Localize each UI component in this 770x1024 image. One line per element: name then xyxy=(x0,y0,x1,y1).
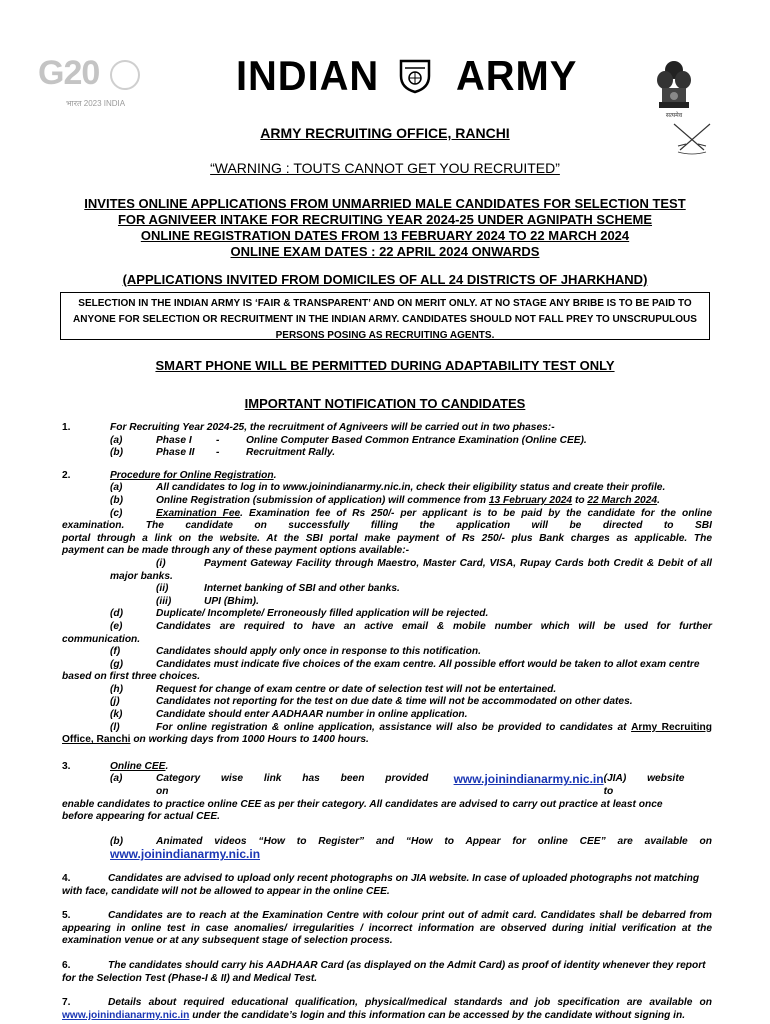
phase-dash: - xyxy=(216,434,220,446)
para-text: Details about required educational qualification, physical/medical standards and job specification are available on xyxy=(108,997,712,1009)
para-6-line2: for the Selection Test (Phase-I & II) and Medical Test. xyxy=(62,972,318,984)
invites-line-2: FOR AGNIVEER INTAKE FOR RECRUITING YEAR 2024-25 UNDER AGNIPATH SCHEME xyxy=(117,212,653,227)
notice-line-1: SELECTION IN THE INDIAN ARMY IS ‘FAIR & TRANSPARENT’ AND ON MERIT ONLY. AT NO STAGE ANY BRIBE IS TO BE PAID TO xyxy=(78,298,692,309)
para-2-f xyxy=(62,646,712,659)
para-2-h xyxy=(62,684,712,697)
item-text: . xyxy=(657,494,660,506)
invites-line-3: ONLINE REGISTRATION DATES FROM 13 FEBRUARY 2024 TO 22 MARCH 2024 xyxy=(140,228,630,243)
item-label: (iii) xyxy=(156,595,172,607)
para-2-e xyxy=(62,621,712,634)
domiciles-line: (APPLICATIONS INVITED FROM DOMICILES OF ALL 24 DISTRICTS OF JHARKHAND) xyxy=(122,272,648,287)
item-text: Request for change of exam centre or date of selection test will not be entertained. xyxy=(156,683,557,695)
notice-line-2: ANYONE FOR SELECTION OR RECRUITMENT IN THE INDIAN ARMY. CANDIDATES SHOULD NOT FALL PREY TO UNSCRUPULOUS xyxy=(73,314,697,325)
para-2-b xyxy=(62,495,712,508)
item-label: (h) xyxy=(110,683,124,695)
g20-tagline: भारत 2023 INDIA xyxy=(66,99,126,108)
para-title: Procedure for Online Registration xyxy=(110,469,274,481)
para-1 xyxy=(62,422,712,435)
item-text: Animated videos “How to Register” and “How to Appear for online CEE” are available on xyxy=(156,835,712,847)
phase-text: Recruitment Rally. xyxy=(246,447,336,459)
para-2-a xyxy=(62,482,712,495)
item-label: (g) xyxy=(110,658,124,670)
para-4-line2: with face, candidate will not be allowed to appear in the online CEE. xyxy=(62,885,390,897)
para-2-c-line3: portal through a link on the website. At the SBI portal make payment of Rs 250/- plus Bank charges as applicable. The xyxy=(62,532,712,544)
para-2-l xyxy=(62,722,712,735)
para-3 xyxy=(62,761,712,774)
para-2-k xyxy=(62,709,712,722)
para-6 xyxy=(62,960,712,973)
para-2-j xyxy=(62,696,712,709)
item-text: to xyxy=(572,494,588,506)
para-2-g xyxy=(62,659,712,672)
para-7 xyxy=(62,997,712,1010)
svg-text:सत्यमेव: सत्यमेव xyxy=(665,112,683,119)
army-crest-icon xyxy=(398,58,432,94)
start-date: 13 February 2024 xyxy=(488,494,573,506)
para-3-a xyxy=(62,773,712,798)
item-text: Internet banking of SBI and other banks. xyxy=(204,583,400,595)
item-label: (b) xyxy=(110,835,124,847)
para-2-e-line2: communication. xyxy=(62,633,141,645)
item-label: (i) xyxy=(156,557,166,569)
item-label: (a) xyxy=(110,434,123,446)
notice-line-3: PERSONS POSING AS RECRUITING AGENTS. xyxy=(275,330,495,341)
para-number: 2. xyxy=(62,469,71,481)
para-2 xyxy=(62,470,712,483)
item-text: For online registration & online application, assistance will also be provided to candidates at xyxy=(156,721,632,733)
para-3-b-link-row xyxy=(62,848,712,863)
ashoka-emblem-icon xyxy=(654,58,694,120)
item-label: (b) xyxy=(110,494,124,506)
item-label: (a) xyxy=(110,482,123,494)
smartphone-title: SMART PHONE WILL BE PERMITTED DURING ADAPTABILITY TEST ONLY xyxy=(155,358,615,373)
g20-logo-text: G20 xyxy=(38,54,100,92)
phase-label: Phase II xyxy=(156,447,195,459)
item-text: Candidates should apply only once in response to this notification. xyxy=(156,646,481,658)
para-number: 4. xyxy=(62,873,71,884)
para-2-c-iii xyxy=(62,596,712,609)
office-name: Army Recruiting xyxy=(631,721,712,733)
item-text: Online Registration (submission of application) will commence from xyxy=(156,494,489,506)
para-number: 6. xyxy=(62,959,71,971)
item-text: . Examination fee of Rs 250/- per applicant is to be paid by the candidate for the online xyxy=(240,507,712,519)
invites-line-1: INVITES ONLINE APPLICATIONS FROM UNMARRIED MALE CANDIDATES FOR SELECTION TEST xyxy=(84,196,686,211)
para-2-c-i xyxy=(62,558,712,571)
para-3-a-line2: enable candidates to practice online CEE as per their category. All candidates are advised to carry out practice at least once xyxy=(62,798,663,810)
para-7-line2 xyxy=(62,1010,712,1023)
para-2-l-line2 xyxy=(62,734,712,747)
animated-videos-link[interactable]: www.joinindianarmy.nic.in xyxy=(110,847,261,862)
banner-word-indian: INDIAN xyxy=(236,52,380,99)
item-text: Candidates not reporting for the test on due date & time will not be accommodated on other dates. xyxy=(156,696,633,708)
para-5-line3: examination venue or at any subsequent stage of selection process. xyxy=(62,935,393,947)
office-title: ARMY RECRUITING OFFICE, RANCHI xyxy=(260,125,510,141)
g20-globe-icon xyxy=(110,60,140,90)
para-2-d xyxy=(62,608,712,621)
item-label: (j) xyxy=(110,696,120,708)
item-label: (k) xyxy=(110,709,123,721)
item-text: on working days from 1000 Hours to 1400 hours. xyxy=(130,734,369,746)
item-text: Payment Gateway Facility through Maestro, Master Card, VISA, Rupay Cards both Credit & Debit of all xyxy=(204,557,712,569)
item-text: (JIA) website to xyxy=(603,773,685,798)
para-number: 1. xyxy=(62,422,71,433)
para-text: The candidates should carry his AADHAAR Card (as displayed on the Admit Card) as proof of identity whenever they report xyxy=(108,959,706,971)
para-4 xyxy=(62,873,712,886)
para-5 xyxy=(62,910,712,923)
item-title: Examination Fee xyxy=(156,507,241,519)
phase-text: Online Computer Based Common Entrance Examination (Online CEE). xyxy=(246,434,587,446)
para-text: For Recruiting Year 2024-25, the recruitment of Agniveers will be carried out in two phases:- xyxy=(110,422,555,433)
para-2-c-line4: payment can be made through any of these payment options available:- xyxy=(62,545,410,557)
para-2-g-line2: based on first three choices. xyxy=(62,671,201,683)
para-3-a-line3: before appearing for actual CEE. xyxy=(62,811,220,823)
important-title: IMPORTANT NOTIFICATION TO CANDIDATES xyxy=(244,396,526,411)
item-label: (f) xyxy=(110,646,121,658)
item-text: Category wise link has been provided on xyxy=(156,773,429,798)
end-date: 22 March 2024 xyxy=(587,494,658,506)
para-1-a xyxy=(62,435,712,448)
para-number: 5. xyxy=(62,910,71,922)
phase-label: Phase I xyxy=(156,434,192,446)
item-text: Candidates must indicate five choices of the exam centre. All possible effort would be taken to allot exam centre xyxy=(156,658,700,670)
para-title-end: . xyxy=(273,469,277,481)
invites-line-4: ONLINE EXAM DATES : 22 APRIL 2024 ONWARDS xyxy=(230,244,540,259)
item-label: (ii) xyxy=(156,583,169,595)
jia-website-link[interactable]: www.joinindianarmy.nic.in xyxy=(453,772,604,787)
para-2-c xyxy=(62,508,712,521)
para-5-line2: appearing in online test in case anomalies/ irregularities / incorrect information are observed during initial verification at the xyxy=(62,922,712,934)
para-title-end: . xyxy=(165,760,169,772)
para-number: 3. xyxy=(62,760,71,772)
para-3-a-text xyxy=(156,773,712,798)
item-label: (a) xyxy=(110,773,123,785)
phase-dash: - xyxy=(216,447,220,459)
jia-website-link-2[interactable]: www.joinindianarmy.nic.in xyxy=(62,1009,190,1021)
g20-logo xyxy=(38,54,138,114)
para-text: under the candidate’s login and this information can be accessed by the candidate without signing in. xyxy=(189,1009,686,1021)
bribe-notice-box xyxy=(60,292,710,340)
item-label: (e) xyxy=(110,620,123,632)
para-2-c-line2: examination. The candidate on successfully filling the application will be directed to SBI xyxy=(62,520,712,532)
warning-title: “WARNING : TOUTS CANNOT GET YOU RECRUITED” xyxy=(210,160,560,176)
para-1-b xyxy=(62,447,712,460)
item-text: Duplicate/ Incomplete/ Erroneously filled application will be rejected. xyxy=(156,608,489,620)
para-text: Candidates are to reach at the Examination Centre with colour print out of admit card. Candidates shall be debarred from xyxy=(108,910,712,922)
para-number: 7. xyxy=(62,997,71,1009)
item-text: Candidate should enter AADHAAR number in online application. xyxy=(156,709,468,721)
office-name: Office, Ranchi xyxy=(62,734,131,746)
item-label: (b) xyxy=(110,447,124,459)
item-label: (l) xyxy=(110,721,120,733)
item-label: (c) xyxy=(110,507,123,519)
item-text: All candidates to log in to www.joinindianarmy.nic.in, check their eligibility status and create their profile. xyxy=(156,482,666,494)
item-label: (d) xyxy=(110,608,124,620)
para-2-c-ii xyxy=(62,583,712,596)
notification-body xyxy=(62,422,712,1022)
banner-word-army: ARMY xyxy=(456,52,578,99)
item-text: UPI (Bhim). xyxy=(204,595,259,607)
para-2-c-i-line2: major banks. xyxy=(110,570,173,582)
para-title: Online CEE xyxy=(110,760,166,772)
item-text: Candidates are required to have an active email & mobile number which will be used for further xyxy=(156,620,712,632)
para-text: Candidates are advised to upload only recent photographs on JIA website. In case of uploaded photographs not matching xyxy=(108,873,700,884)
